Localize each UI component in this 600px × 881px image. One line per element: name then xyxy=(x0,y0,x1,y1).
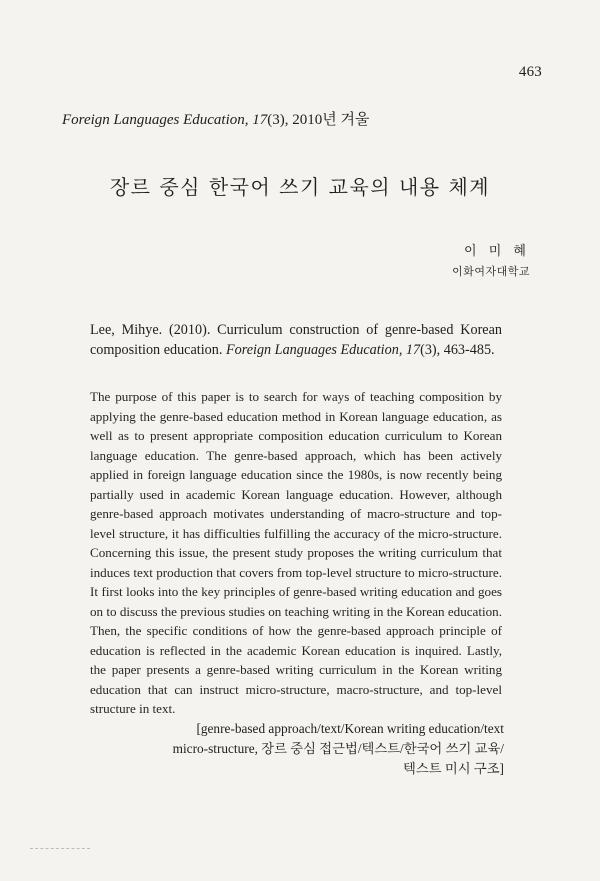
keywords-line-2: micro-structure, 장르 중심 접근법/텍스트/한국어 쓰기 교육/ xyxy=(172,740,504,756)
journal-name: Foreign Languages Education, 17 xyxy=(62,112,268,128)
keywords-line-3: 텍스트 미시 구조] xyxy=(403,760,504,776)
citation-prefix: Lee, Mihye. (2010). Curriculum construction of genre-based Korean composition education. xyxy=(90,322,502,358)
journal-issue: (3), 2010년 겨울 xyxy=(267,112,370,128)
abstract-text: The purpose of this paper is to search for ways of teaching composition by applying the genre-based education method in Korean language education, as well as to present appropriate composition education curriculum to Korean language education. The genre-based approach, which has been actively applied in foreign language education since the 1980s, is now recently being partially used in academic Korean language education. However, although genre-based approach motivates understanding of macro-structure and top-level structure, it has difficulties fulfilling the accuracy of the micro-structure. Concerning this issue, the present study proposes the writing curriculum that induces text production that covers from top-level structure to micro-structure. It first looks into the key principles of genre-based writing education and goes on to discuss the previous studies on teaching writing in the Korean education. Then, the specific conditions of how the genre-based approach principle of education is reflected in the academic Korean education is inquired. Lastly, the paper presents a genre-based writing curriculum in the Korean writing education that can instruct micro-structure, macro-structure, and top-level structure in text. xyxy=(90,389,503,716)
page-number: 463 xyxy=(518,64,542,80)
paper-title: 장르 중심 한국어 쓰기 교육의 내용 체계 xyxy=(109,175,491,199)
citation-journal: Foreign Languages Education, 17 xyxy=(225,342,421,358)
author-affiliation: 이화여자대학교 xyxy=(452,265,530,278)
keywords-line-1: [genre-based approach/text/Korean writing education/text xyxy=(196,721,504,736)
author-name: 이 미 혜 xyxy=(464,244,530,259)
keywords xyxy=(124,719,504,778)
citation xyxy=(90,320,502,360)
journal-header xyxy=(62,108,369,129)
citation-suffix: (3), 463-485. xyxy=(420,342,495,358)
footnote-divider xyxy=(30,848,90,849)
